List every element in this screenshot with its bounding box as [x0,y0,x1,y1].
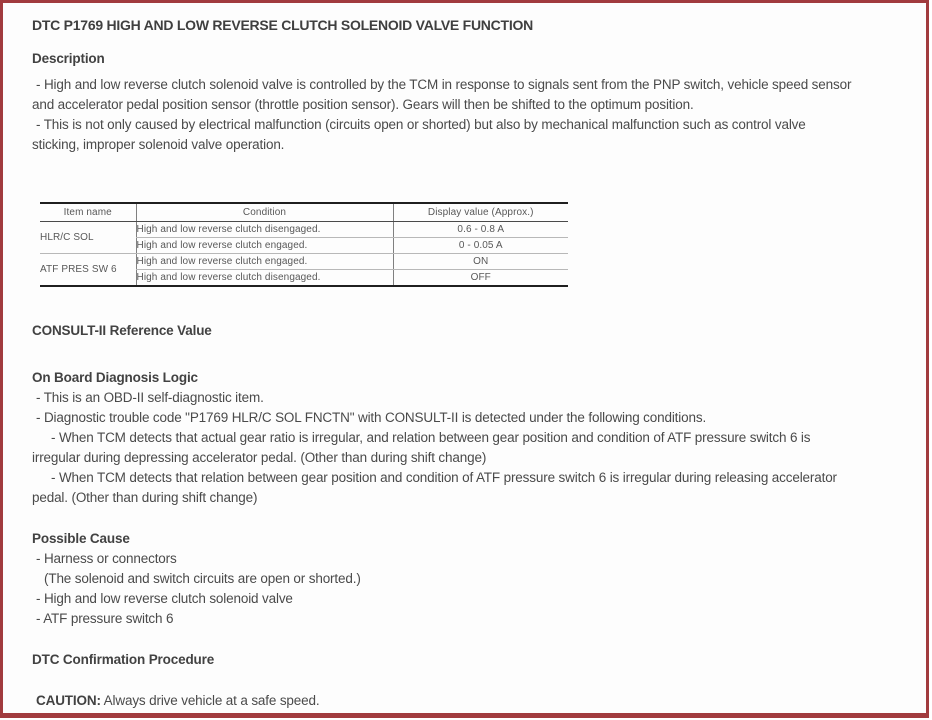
table-row [40,222,568,238]
section-heading-on-board-diagnosis-logic: On Board Diagnosis Logic [32,370,198,385]
page-title: DTC P1769 HIGH AND LOW REVERSE CLUTCH SOLENOID VALVE FUNCTION [32,17,533,33]
text-line: - When TCM detects that actual gear ratio is irregular, and relation between gear position and condition of ATF pressure switch 6 is [51,430,811,445]
text-line: (The solenoid and switch circuits are open or shorted.) [44,571,361,586]
condition-cell: High and low reverse clutch engaged. [136,238,393,254]
column-header-display-value: Display value (Approx.) [393,203,568,222]
condition-cell: High and low reverse clutch disengaged. [136,222,393,238]
section-heading-description: Description [32,51,105,66]
caution-label: CAUTION: [36,693,101,708]
text-line: - When TCM detects that relation between gear position and condition of ATF pressure switch 6 is irregular during releasing accelerator [51,470,837,485]
column-header-item-name: Item name [40,203,136,222]
display-value-cell: OFF [470,272,491,283]
column-header-condition: Condition [136,203,393,222]
text-line: - High and low reverse clutch solenoid valve is controlled by the TCM in response to signals sent from the PNP switch, vehicle speed sensor [36,77,852,92]
display-value-cell: 0 - 0.05 A [393,238,568,254]
table-row [40,254,568,270]
condition-cell: High and low reverse clutch disengaged. [136,270,393,287]
text-line: irregular during depressing accelerator pedal. (Other than during shift change) [32,450,487,465]
text-line: pedal. (Other than during shift change) [32,490,258,505]
display-value-cell: ON [393,254,568,270]
caution-line [32,691,910,711]
text-line: - This is an OBD-II self-diagnostic item. [36,390,264,405]
document-content [3,3,926,711]
reference-value-table [40,202,568,287]
section-heading-possible-cause: Possible Cause [32,531,130,546]
section-heading-consult-ii: CONSULT-II Reference Value [32,323,212,338]
section-heading-dtc-confirmation-procedure: DTC Confirmation Procedure [32,652,215,667]
item-name-cell: ATF PRES SW 6 [40,254,136,287]
text-line: - ATF pressure switch 6 [36,611,174,626]
caution-text: Always drive vehicle at a safe speed. [100,693,320,708]
text-line: - Harness or connectors [36,551,177,566]
display-value-cell: 0.6 - 0.8 A [393,222,568,238]
text-line: - Diagnostic trouble code "P1769 HLR/C SOL FNCTN" with CONSULT-II is detected under the following conditions. [36,410,707,425]
text-line: sticking, improper solenoid valve operation. [32,137,285,152]
table-header-row [40,203,568,222]
condition-cell: High and low reverse clutch engaged. [136,254,393,270]
text-line: - This is not only caused by electrical malfunction (circuits open or shorted) but also by mechanical malfunction such as control valve [36,117,806,132]
item-name-cell: HLR/C SOL [40,222,136,254]
text-line: - High and low reverse clutch solenoid valve [36,591,293,606]
text-line: and accelerator pedal position sensor (throttle position sensor). Gears will then be shifted to the optimum position. [32,97,694,112]
